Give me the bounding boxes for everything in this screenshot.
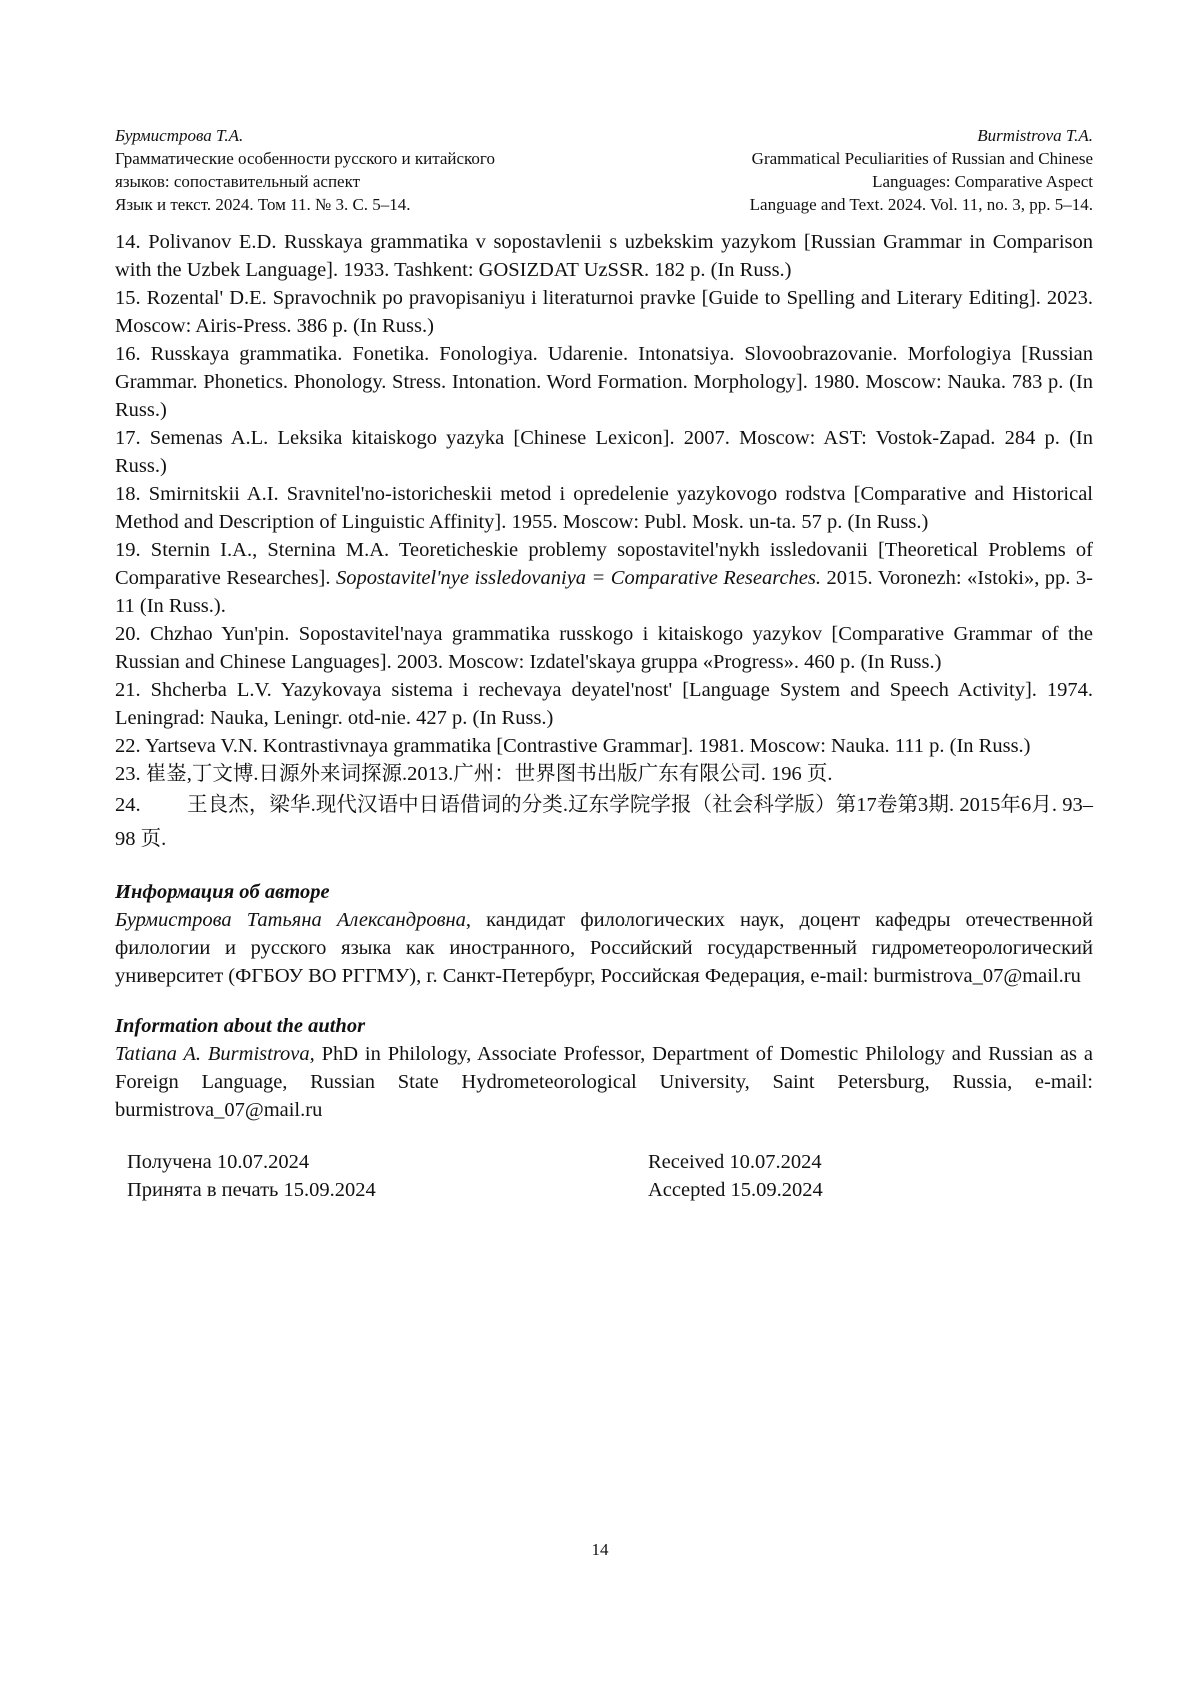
author-details-en: PhD in Philology, Associate Professor, Department of Domestic Philology and Russian as a Foreign Language, Russian State Hydrometeorological University, Saint Petersburg, Russia, e-mail: burmistrova_07@mail.ru	[115, 1043, 1093, 1121]
header-russian	[115, 124, 595, 216]
header-english	[613, 124, 1093, 216]
author-info-english	[115, 1012, 1093, 1124]
author-details-ru: , кандидат филологических наук, доцент кафедры отечественной филологии и русского языка как иностранного, Российский государственный гидрометеорологический университет (ФГБОУ ВО РГГМУ), г. Санкт-Петербург, Российская Федерация, e-mail: burmistrova_07@mail.ru	[115, 909, 1093, 987]
author-name-ru: Бурмистрова Татьяна Александровна	[115, 909, 466, 931]
author-name-en: Tatiana A. Burmistrova,	[115, 1043, 315, 1065]
header-citation-ru: Язык и текст. 2024. Том 11. № 3. С. 5–14.	[115, 193, 595, 216]
accepted-date-en: Accepted 15.09.2024	[648, 1176, 1048, 1204]
reference-22: 22. Yartseva V.N. Kontrastivnaya grammatika [Contrastive Grammar]. 1981. Moscow: Nauka. 111 p. (In Russ.)	[115, 732, 1093, 760]
received-date-en: Received 10.07.2024	[648, 1148, 1048, 1176]
reference-21: 21. Shcherba L.V. Yazykovaya sistema i rechevaya deyatel'nost' [Language System and Speech Activity]. 1974. Leningrad: Nauka, Leningr. otd-nie. 427 p. (In Russ.)	[115, 676, 1093, 732]
header-title-ru-line1: Грамматические особенности русского и китайского	[115, 147, 595, 170]
page-number: 14	[0, 1540, 1200, 1560]
running-header	[115, 124, 1093, 216]
reference-list	[115, 228, 1093, 856]
author-info-en-heading: Information about the author	[115, 1012, 1093, 1040]
dates-russian	[127, 1148, 648, 1204]
dates-english	[648, 1148, 1048, 1204]
reference-19-details: 2015. Voronezh: «Istoki», pp. 3-11 (In Russ.).	[115, 567, 1093, 617]
header-title-en-line1: Grammatical Peculiarities of Russian and Chinese	[613, 147, 1093, 170]
reference-14: 14. Polivanov E.D. Russkaya grammatika v sopostavlenii s uzbekskim yazykom [Russian Grammar in Comparison with the Uzbek Language]. 1933. Tashkent: GOSIZDAT UzSSR. 182 p. (In Russ.)	[115, 228, 1093, 284]
submission-dates	[127, 1148, 1093, 1204]
reference-19-journal: Sopostavitel'nye issledovaniya = Comparative Researches.	[336, 567, 821, 589]
reference-19	[115, 536, 1093, 620]
author-info-ru-text	[115, 906, 1093, 990]
reference-24-text: 王良杰，梁华.现代汉语中日语借词的分类.辽东学院学报（社会科学版）第17卷第3期. 2015年6月. 93– 98 页.	[115, 794, 1093, 850]
header-title-ru-line2: языков: сопоставительный аспект	[115, 170, 595, 193]
article-page	[115, 124, 1093, 1204]
accepted-date-ru: Принята в печать 15.09.2024	[127, 1176, 648, 1204]
author-info-en-text	[115, 1040, 1093, 1124]
reference-23: 23. 崔崟,丁文博.日源外来词探源.2013.广州：世界图书出版广东有限公司. 196 页.	[115, 760, 1093, 788]
author-info-ru-heading: Информация об авторе	[115, 878, 1093, 906]
reference-20: 20. Chzhao Yun'pin. Sopostavitel'naya grammatika russkogo i kitaiskogo yazykov [Comparative Grammar of the Russian and Chinese Languages]. 2003. Moscow: Izdatel'skaya gruppa «Progress». 460 p. (In Russ.)	[115, 620, 1093, 676]
reference-19-text: 19. Sternin I.A., Sternina M.A. Teoreticheskie problemy sopostavitel'nykh issledovanii [Theoretical Problems of Comparative Researches].	[115, 539, 1093, 589]
reference-24	[115, 788, 1093, 856]
author-info-russian	[115, 878, 1093, 990]
received-date-ru: Получена 10.07.2024	[127, 1148, 648, 1176]
reference-18: 18. Smirnitskii A.I. Sravnitel'no-istoricheskii metod i opredelenie yazykovogo rodstva [Comparative and Historical Method and Description of Linguistic Affinity]. 1955. Moscow: Publ. Mosk. un-ta. 57 p. (In Russ.)	[115, 480, 1093, 536]
header-author-en: Burmistrova T.A.	[613, 124, 1093, 147]
header-title-en-line2: Languages: Comparative Aspect	[613, 170, 1093, 193]
reference-17: 17. Semenas A.L. Leksika kitaiskogo yazyka [Chinese Lexicon]. 2007. Moscow: AST: Vostok-Zapad. 284 p. (In Russ.)	[115, 424, 1093, 480]
reference-15: 15. Rozental' D.E. Spravochnik po pravopisaniyu i literaturnoi pravke [Guide to Spelling and Literary Editing]. 2023. Moscow: Airis-Press. 386 p. (In Russ.)	[115, 284, 1093, 340]
reference-24-number: 24.	[115, 788, 187, 822]
header-author-ru: Бурмистрова Т.А.	[115, 124, 595, 147]
header-citation-en: Language and Text. 2024. Vol. 11, no. 3, pp. 5–14.	[613, 193, 1093, 216]
reference-16: 16. Russkaya grammatika. Fonetika. Fonologiya. Udarenie. Intonatsiya. Slovoobrazovanie. Morfologiya [Russian Grammar. Phonetics. Phonology. Stress. Intonation. Word Formation. Morphology]. 1980. Moscow: Nauka. 783 p. (In Russ.)	[115, 340, 1093, 424]
